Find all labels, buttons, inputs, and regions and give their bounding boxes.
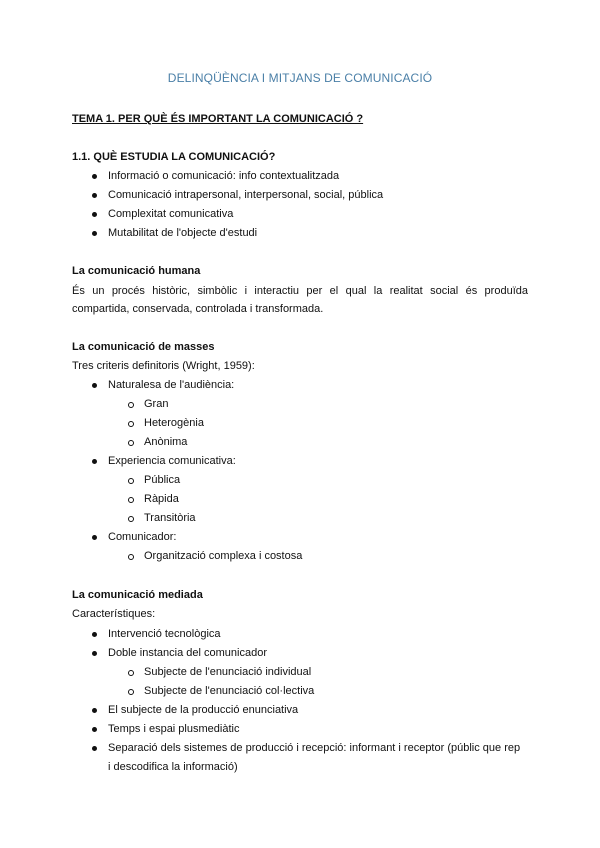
list-item: Temps i espai plusmediàtic (108, 723, 240, 735)
sub-list-item: Gran (144, 398, 169, 410)
sub-list-item: Pública (144, 474, 181, 486)
list-item: Intervenció tecnològica (108, 628, 221, 640)
sub-bullet-circle (128, 497, 134, 503)
sub-bullet-circle (128, 554, 134, 560)
sub-bullet-circle (128, 402, 134, 408)
bullet-dot (92, 727, 97, 732)
sub-bullet-circle (128, 421, 134, 427)
bullet-dot (92, 651, 97, 656)
sub-bullet-circle (128, 440, 134, 446)
sub-bullet-circle (128, 478, 134, 484)
list-item: Separació dels sistemes de producció i recepció: informant i receptor (públic que rep (108, 742, 521, 754)
bullet-dot (92, 231, 97, 236)
sub-list-item: Subjecte de l'enunciació individual (144, 666, 312, 678)
document-title: DELINQÜÈNCIA I MITJANS DE COMUNICACIÓ (167, 71, 433, 85)
bullet-dot (92, 535, 97, 540)
topic-heading: TEMA 1. PER QUÈ ÉS IMPORTANT LA COMUNICACIÓ ? (72, 113, 364, 125)
sub-list-item: Organització complexa i costosa (144, 550, 303, 562)
bullet-dot (92, 193, 97, 198)
bullet-dot (92, 632, 97, 637)
sub-bullet-circle (128, 670, 134, 676)
sub-bullet-circle (128, 689, 134, 695)
list-item: Informació o comunicació: info contextualitzada (108, 170, 340, 182)
list-item: El subjecte de la producció enunciativa (108, 704, 299, 716)
section-heading: 1.1. QUÈ ESTUDIA LA COMUNICACIÓ? (72, 151, 276, 163)
paragraph-line: Tres criteris definitoris (Wright, 1959): (72, 360, 255, 372)
subsection-heading: La comunicació humana (72, 265, 201, 277)
bullet-dot (92, 212, 97, 217)
bullet-dot (92, 708, 97, 713)
bullet-dot (92, 383, 97, 388)
bullet-dot (92, 746, 97, 751)
sub-bullet-circle (128, 516, 134, 522)
sub-list-item: Transitòria (144, 512, 196, 524)
bullet-dot (92, 459, 97, 464)
list-item: Comunicador: (108, 531, 177, 543)
paragraph-line: És un procés històric, simbòlic i interactiu per el qual la realitat social és produïda (72, 285, 528, 297)
subsection-heading: La comunicació de masses (72, 341, 215, 353)
paragraph-line: Característiques: (72, 608, 156, 620)
list-item: Naturalesa de l'audiència: (108, 379, 235, 391)
sub-list-item: Heterogènia (144, 417, 204, 429)
bullet-dot (92, 174, 97, 179)
list-item: Comunicació intrapersonal, interpersonal, social, pública (108, 189, 384, 201)
subsection-heading: La comunicació mediada (72, 589, 203, 601)
list-item: Experiencia comunicativa: (108, 455, 236, 467)
list-item-continuation: i descodifica la informació) (108, 761, 238, 773)
paragraph-line: compartida, conservada, controlada i transformada. (72, 303, 324, 315)
sub-list-item: Anònima (144, 436, 188, 448)
sub-list-item: Subjecte de l'enunciació col·lectiva (144, 685, 315, 697)
sub-list-item: Ràpida (144, 493, 179, 505)
list-item: Complexitat comunicativa (108, 208, 234, 220)
list-item: Mutabilitat de l'objecte d'estudi (108, 227, 258, 239)
list-item: Doble instancia del comunicador (108, 647, 267, 659)
